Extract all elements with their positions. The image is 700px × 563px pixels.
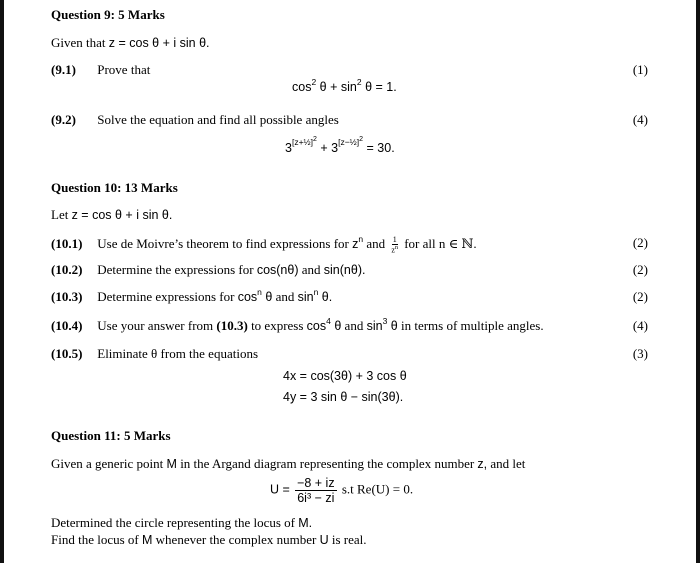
q11-line3: Find the locus of M whenever the complex number U is real. [51, 532, 367, 547]
q11-line1: Given a generic point M in the Argand diagram representing the complex number z, and let [51, 456, 526, 471]
q10-part5-marks: (3) [632, 346, 648, 361]
q10-part4-marks: (4) [632, 318, 648, 333]
q10-let: Let z = cos θ + i sin θ. [51, 207, 173, 222]
q10-heading: Question 10: 13 Marks [51, 180, 178, 195]
q9-part1-equation: $\cos^2 \theta + \sin^2 \theta = 1$. [292, 77, 397, 94]
q9-given: Given that z = cos θ + i sin θ. [51, 35, 210, 50]
q10-part3-marks: (2) [632, 289, 648, 304]
q10-part2: (10.2) Determine the expressions for cos(nθ) and sin(nθ). [51, 262, 366, 277]
q11-u-definition: U = $\frac{-8 + iz}{\text{6i³ − zi}}$ s.t Re(U) = 0. [270, 476, 414, 505]
q10-part2-marks: (2) [632, 262, 648, 277]
q11-line2: Determined the circle representing the locus of M. [51, 515, 313, 530]
q9-part1-marks: (1) [632, 62, 648, 77]
q9-part2-marks: (4) [632, 112, 648, 127]
q10-equation-x: 4x = cos(3θ) + 3 cos θ [283, 369, 407, 383]
right-border [696, 0, 700, 563]
q9-heading: Question 9: 5 Marks [51, 7, 165, 22]
one-over-zn-fraction: $\frac{1}{z^n}$ [391, 235, 398, 255]
q10-part1: (10.1) Use de Moivre’s theorem to find expressions for $z^n$ and $\frac{1}{z^n}$ for all n ∈ ℕ. [51, 233, 477, 255]
q9-part1: (9.1) Prove that [51, 62, 151, 77]
left-border [0, 0, 4, 563]
q10-equation-y: 4y = 3 sin θ − sin(3θ). [283, 390, 404, 404]
q9-part2-equation: $3^{[z+\frac{1}{2}]2} + 3^{[z-\frac{1}{2}]2} = 30$. [285, 136, 395, 155]
q10-part4: (10.4) Use your answer from (10.3) to express $\cos^4 \theta$ and $\sin^3 \theta$ in terms of multiple angles. [51, 316, 544, 333]
q10-part3: (10.3) Determine expressions for $\cos^n \theta$ and $\sin^n \theta$. [51, 287, 333, 304]
q10-part5: (10.5) Eliminate θ from the equations [51, 346, 259, 361]
q11-heading: Question 11: 5 Marks [51, 428, 171, 443]
q10-part1-marks: (2) [632, 235, 648, 250]
q9-part2: (9.2) Solve the equation and find all possible angles [51, 112, 339, 127]
u-fraction: $\frac{-8 + iz}{\text{6i³ − zi}}$ [297, 476, 335, 505]
